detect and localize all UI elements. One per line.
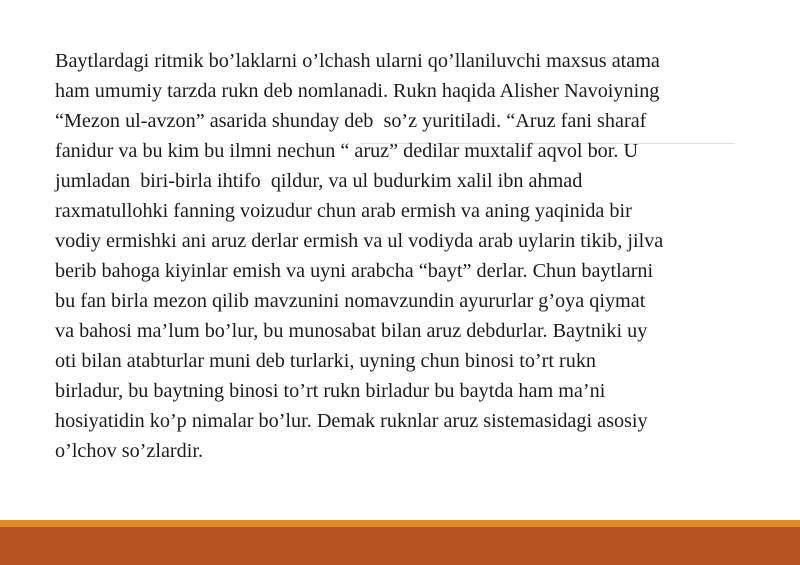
text-line: berib bahoga kiyinlar emish va uyni arabcha “bayt” derlar. Chun baytlarni xyxy=(55,260,654,282)
text-line: bu fan birla mezon qilib mavzunini nomavzundin ayururlar g’oya qiymat xyxy=(55,290,646,312)
body-text xyxy=(55,46,775,466)
text-line: o’lchov so’zlardir. xyxy=(55,440,203,462)
text-line: ham umumiy tarzda rukn deb nomlanadi. Rukn haqida Alisher Navoiyning xyxy=(55,80,660,102)
text-line: hosiyatidin ko’p nimalar bo’lur. Demak ruknlar aruz sistemasidagi asosiy xyxy=(55,410,648,432)
text-line: birladur, bu baytning binosi to’rt rukn birladur bu baytda ham ma’ni xyxy=(55,380,606,402)
text-line: fanidur va bu kim bu ilmni nechun “ aruz” dedilar muxtalif aqvol bor. U xyxy=(55,140,639,162)
text-line: oti bilan atabturlar muni deb turlarki, uyning chun binosi to’rt rukn xyxy=(55,350,597,372)
text-line: raxmatullohki fanning voizudur chun arab ermish va aning yaqinida bir xyxy=(55,200,632,222)
text-line: jumladan biri-birla ihtifo qildur, va ul budurkim xalil ibn ahmad xyxy=(55,170,583,192)
accent-bar-bottom xyxy=(0,527,800,565)
text-line: “Mezon ul-avzon” asarida shunday deb so’z yuritiladi. “Aruz fani sharaf xyxy=(55,110,647,132)
accent-bar-top xyxy=(0,520,800,527)
text-line: Baytlardagi ritmik bo’laklarni o’lchash ularni qo’llaniluvchi maxsus atama xyxy=(55,50,660,72)
text-line: va bahosi ma’lum bo’lur, bu munosabat bilan aruz debdurlar. Baytniki uy xyxy=(55,320,648,342)
text-line: vodiy ermishki ani aruz derlar ermish va ul vodiyda arab uylarin tikib, jilva xyxy=(55,230,664,252)
